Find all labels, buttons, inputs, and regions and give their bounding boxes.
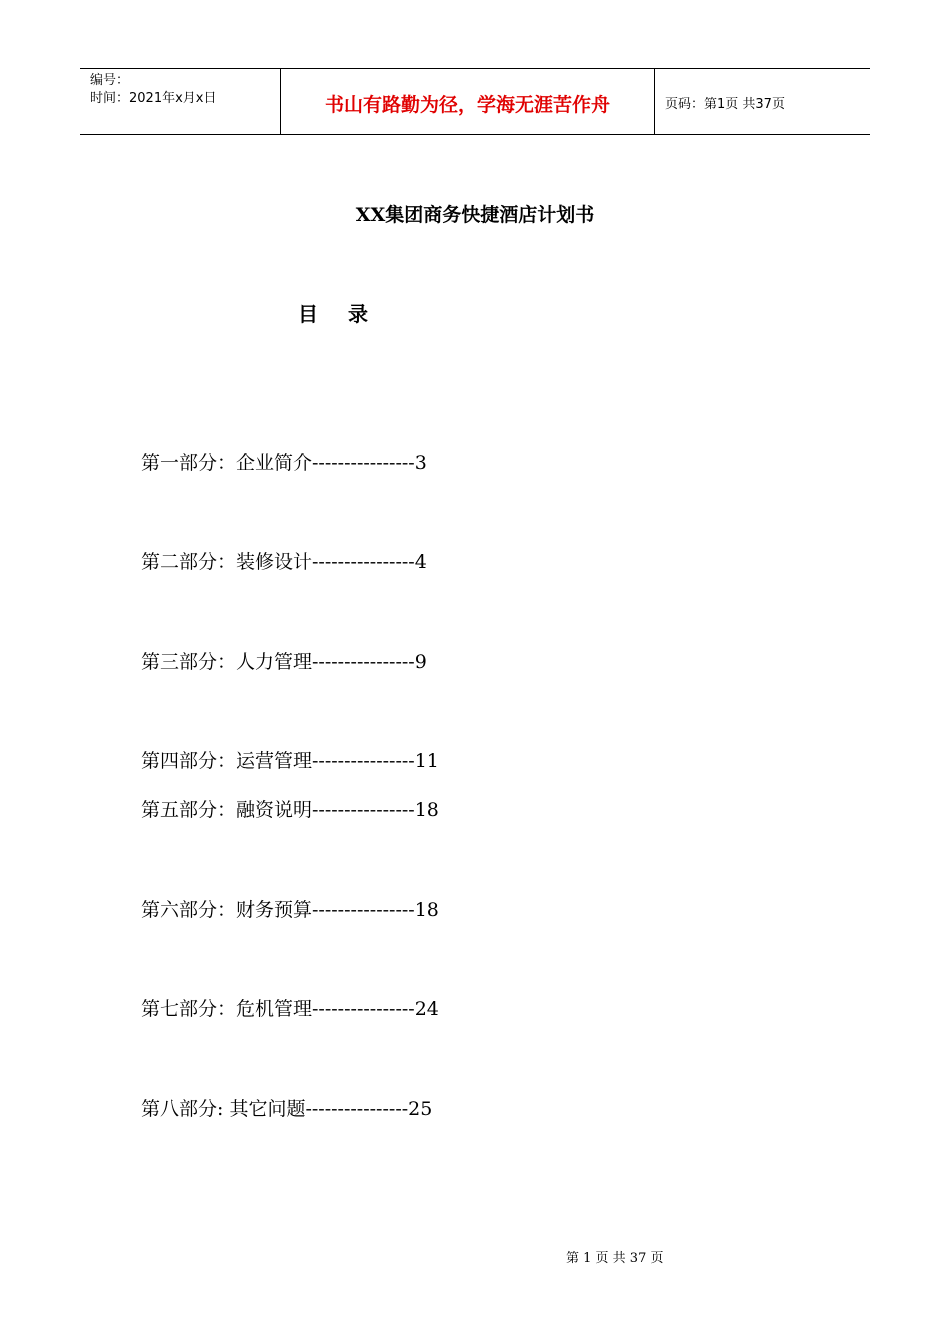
toc-item[interactable]: 第八部分: 其它问题----------------25 bbox=[141, 1098, 433, 1120]
toc-item[interactable]: 第一部分：企业简介----------------3 bbox=[141, 452, 427, 474]
header-motto: 书山有路勤为径，学海无涯苦作舟 bbox=[281, 69, 655, 134]
time-label: 时间：2021年x月x日 bbox=[90, 91, 217, 106]
toc-item[interactable]: 第二部分：装修设计----------------4 bbox=[141, 551, 427, 573]
header-page-info: 页码：第1页 共37页 bbox=[665, 97, 785, 112]
toc-item[interactable]: 第七部分：危机管理----------------24 bbox=[141, 998, 439, 1020]
number-label: 编号： bbox=[90, 73, 130, 88]
toc-item[interactable]: 第六部分：财务预算----------------18 bbox=[141, 899, 439, 921]
toc-item[interactable]: 第三部分：人力管理----------------9 bbox=[141, 651, 427, 673]
toc-item[interactable]: 第四部分：运营管理----------------11 bbox=[141, 750, 439, 772]
header-meta-cell bbox=[80, 69, 281, 134]
page-footer: 第 1 页 共 37 页 bbox=[566, 1251, 664, 1266]
toc-item[interactable]: 第五部分：融资说明----------------18 bbox=[141, 799, 439, 821]
page-header bbox=[80, 68, 870, 135]
toc-heading: 目录 bbox=[298, 302, 398, 326]
document-title: XX集团商务快捷酒店计划书 bbox=[355, 204, 595, 226]
